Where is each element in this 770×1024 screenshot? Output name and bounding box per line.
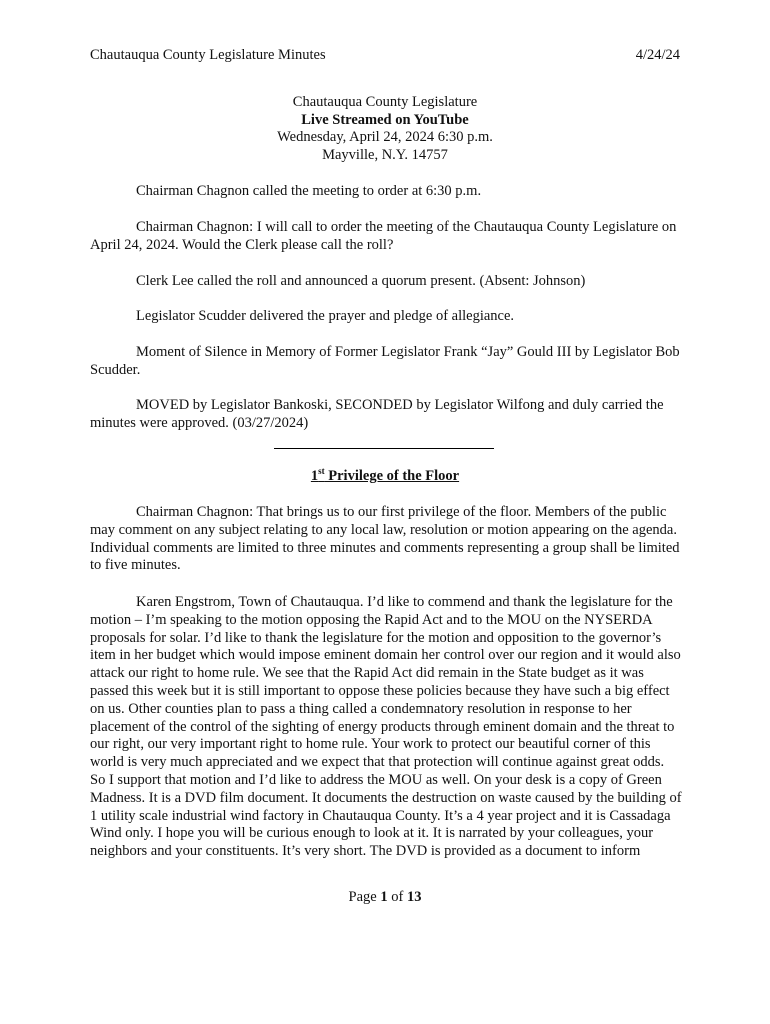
title-line-location: Mayville, N.Y. 14757: [322, 146, 448, 163]
section-divider: [274, 448, 494, 449]
paragraph-roll-call: Clerk Lee called the roll and announced a quorum present. (Absent: Johnson): [136, 273, 586, 289]
running-header-title: Chautauqua County Legislature Minutes: [90, 47, 326, 63]
paragraph-chairman-roll: Chairman Chagnon: I will call to order the meeting of the Chautauqua County Legislature on April 24, 2024. Would the Clerk please call the roll?: [90, 219, 677, 253]
title-line-organization: Chautauqua County Legislature: [292, 94, 478, 110]
page-number-footer: Page 1 of 13: [348, 889, 422, 905]
title-line-stream: Live Streamed on YouTube: [301, 111, 469, 128]
paragraph-prayer: Legislator Scudder delivered the prayer and pledge of allegiance.: [136, 308, 515, 324]
paragraph-minutes-approved: MOVED by Legislator Bankoski, SECONDED by Legislator Wilfong and duly carried the minutes were approved. (03/27/2024): [90, 397, 664, 431]
section-heading: 1st Privilege of the Floor: [310, 466, 460, 484]
paragraph-privilege-intro: Chairman Chagnon: That brings us to our first privilege of the floor. Members of the public may comment on any subject relating to any local law, resolution or motion appearing on the agenda. Individual comments are limited to three minutes and comments representing a group shall be limited to five minutes.: [90, 504, 680, 574]
paragraph-call-to-order: Chairman Chagnon called the meeting to order at 6:30 p.m.: [136, 183, 482, 199]
running-header-date: 4/24/24: [635, 47, 680, 63]
paragraph-moment-of-silence: Moment of Silence in Memory of Former Legislator Frank “Jay” Gould III by Legislator Bob Scudder.: [90, 344, 680, 378]
title-line-date: Wednesday, April 24, 2024 6:30 p.m.: [277, 129, 493, 145]
paragraph-engstrom-comment: Karen Engstrom, Town of Chautauqua. I’d like to commend and thank the legislature for the motion – I’m speaking to the motion opposing the Rapid Act and to the MOU on the NYSERDA proposals for solar. I’d like to thank the legislature for the motion and opposition to the governor’s item in her budget which would impose eminent domain her control over our region and it would also attack our right to home rule. We see that the Rapid Act did remain in the State budget as it was passed this week but it is still important to oppose these policies because they have such a big effect on us. Other counties plan to pass a thing called a condemnatory resolution in response to her placement of the control of the sighting of energy products through eminent domain and the threat to our right, our very important right to home rule. Your work to protect our beautiful corner of this world is very much appreciated and we expect that that protection will continue against great odds. So I support that motion and I’d like to address the MOU as well. On your desk is a copy of Green Madness. It is a DVD film document. It documents the destruction on waste caused by the building of 1 utility scale industrial wind factory in Chautauqua County. It’s a 4 year project and it is Cassadaga Wind only. I hope you will be curious enough to look at it. It is narrated by your colleagues, your neighbors and your constituents. It’s very short. The DVD is provided as a document to inform: [90, 594, 682, 860]
meeting-title-block: [90, 94, 680, 164]
